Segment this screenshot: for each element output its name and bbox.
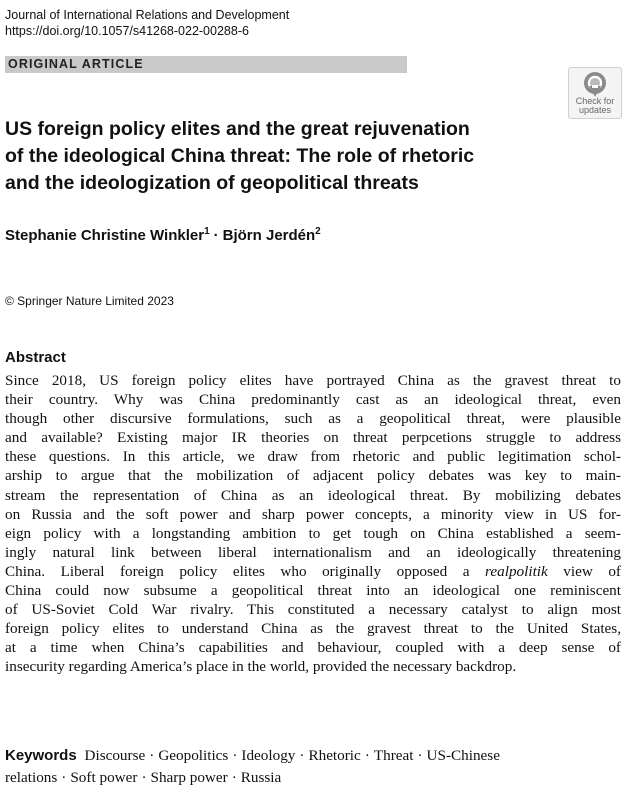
- keywords-line: [5, 767, 625, 789]
- article-type-bar: [5, 56, 407, 73]
- keyword-separator: ·: [61, 769, 67, 786]
- title-line: and the ideologization of geopolitical threats: [5, 172, 419, 194]
- author-name[interactable]: Björn Jerdén: [222, 227, 316, 244]
- keyword: Soft power: [70, 769, 138, 786]
- keyword: Discourse: [84, 747, 146, 764]
- crossmark-line-1: Check for: [575, 96, 615, 106]
- abstract-line: of US-Soviet Cold War rivalry. This constituted a necessary catalyst to align most: [5, 601, 621, 619]
- abstract-line: their country. Why was China predominantly cast as an ideological threat, even: [5, 391, 621, 409]
- keywords-label: Keywords: [5, 747, 77, 764]
- keyword: Russia: [240, 769, 282, 786]
- crossmark-icon: [583, 71, 607, 97]
- keyword: Ideology: [241, 747, 296, 764]
- keyword: Threat: [373, 747, 414, 764]
- abstract-line: at a time when China’s capabilities and behaviour, coupled with a deep sense of: [5, 639, 621, 657]
- keyword-separator: ·: [364, 747, 370, 764]
- article-type-label: ORIGINAL ARTICLE: [8, 57, 144, 71]
- author-list: [5, 226, 321, 244]
- keyword: US-Chinese: [426, 747, 500, 764]
- abstract-line: on Russia and the soft power and sharp power concepts, a minority view in US for-: [5, 505, 621, 523]
- check-for-updates-badge[interactable]: [568, 67, 622, 119]
- abstract-line-text: China. Liberal foreign policy elites who originally opposed a: [5, 562, 486, 580]
- abstract-line: Since 2018, US foreign policy elites have portrayed China as the gravest threat to: [5, 372, 621, 389]
- abstract-heading: Abstract: [5, 349, 66, 366]
- abstract-italic-term: realpolitik: [485, 562, 548, 580]
- abstract-line: China could now subsume a geopolitical threat into an ideological one reminiscent: [5, 582, 621, 600]
- abstract-line: stream the representation of China as an ideological threat. By mobilizing debates: [5, 486, 621, 504]
- abstract-line: and available? Existing major IR theories on threat perpcetions struggle to address: [5, 429, 621, 447]
- crossmark-line-2: updates: [578, 105, 612, 115]
- keywords-section: [5, 745, 625, 789]
- keyword: Rhetoric: [308, 747, 361, 764]
- keyword-separator: ·: [141, 769, 147, 786]
- abstract-body: [5, 371, 621, 677]
- article-title: [5, 116, 565, 197]
- title-line: US foreign policy elites and the great rejuvenation: [5, 118, 470, 140]
- keyword-separator: ·: [417, 747, 423, 764]
- keyword-separator: ·: [232, 747, 238, 764]
- keyword-separator: ·: [299, 747, 305, 764]
- abstract-line: these questions. In this article, we draw from rhetoric and public legitimation schol-: [5, 448, 621, 466]
- affiliation-marker[interactable]: 2: [315, 226, 321, 237]
- author-separator: ·: [213, 227, 219, 244]
- author-name[interactable]: Stephanie Christine Winkler: [5, 227, 205, 244]
- keyword-separator: ·: [231, 769, 237, 786]
- abstract-line: arship to argue that the mobilization of adjacent policy debates was key to main-: [5, 467, 621, 485]
- journal-header: [5, 7, 289, 39]
- affiliation-marker[interactable]: 1: [204, 226, 210, 237]
- abstract-line-text: view of: [547, 562, 621, 580]
- title-line: of the ideological China threat: The role of rhetoric: [5, 145, 475, 167]
- abstract-line: though other discursive formulations, such as a geopolitical threat, were plausible: [5, 410, 621, 428]
- keyword: Geopolitics: [158, 747, 229, 764]
- abstract-line: [5, 562, 621, 581]
- abstract-line: ingly natural link between liberal internationalism and an ideologically threatening: [5, 543, 621, 561]
- keywords-line: [5, 745, 625, 767]
- keyword: Sharp power: [150, 769, 228, 786]
- crossmark-text: [569, 97, 621, 115]
- doi-link[interactable]: https://doi.org/10.1057/s41268-022-00288-6: [5, 24, 249, 38]
- copyright-notice: © Springer Nature Limited 2023: [5, 294, 174, 308]
- abstract-line: eign policy with a longstanding ambition to get tough on China established a seem-: [5, 524, 621, 542]
- keyword-separator: ·: [149, 747, 155, 764]
- journal-name: Journal of International Relations and Development: [5, 8, 290, 22]
- keyword: relations: [5, 769, 58, 786]
- abstract-line: foreign policy elites to understand China as the gravest threat to the United States,: [5, 620, 621, 638]
- abstract-line: insecurity regarding America’s place in the world, provided the necessary backdrop.: [5, 658, 517, 676]
